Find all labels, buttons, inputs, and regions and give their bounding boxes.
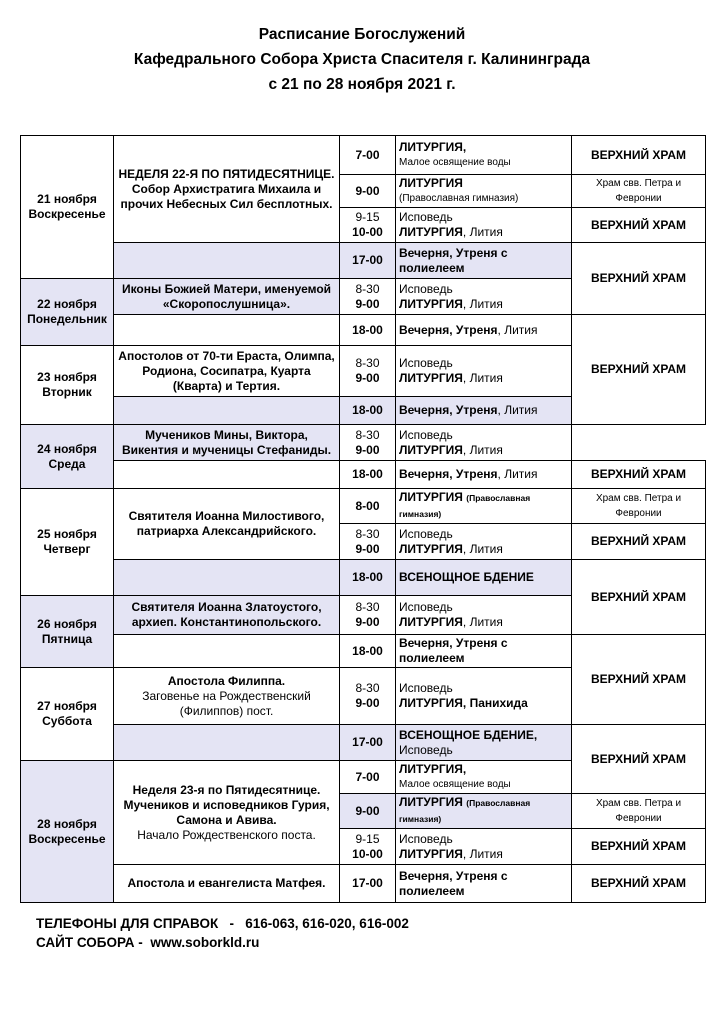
feast-cell: Апостолов от 70-ти Ераста, Олимпа, Родиона, Сосипатра, Куарта (Кварта) и Тертия. [114,346,340,397]
feast-cell [114,560,340,596]
service-cell: Вечерня, Утреня, Лития [396,397,572,425]
service-cell: ВСЕНОЩНОЕ БДЕНИЕ [396,560,572,596]
time-cell: 8-30 9-00 [340,596,396,635]
table-row [21,560,706,596]
day-cell: 26 ноября Пятница [21,596,114,668]
phone-numbers: 616-063, 616-020, 616-002 [245,916,409,931]
table-row [21,243,706,279]
place-cell: Храм свв. Петра и Февронии [572,489,706,524]
service-cell: Вечерня, Утреня, Лития [396,315,572,346]
time-cell: 9-00 [340,794,396,829]
time-cell: 8-30 9-00 [340,668,396,725]
day-cell: 21 ноября Воскресенье [21,136,114,279]
feast-cell: Мучеников Мины, Виктора, Викентия и мученицы Стефаниды. [114,425,340,461]
time-cell: 8-30 9-00 [340,279,396,315]
footer [36,914,409,952]
time-cell: 17-00 [340,865,396,903]
time-cell: 9-00 [340,175,396,208]
time-cell: 18-00 [340,560,396,596]
time-cell: 18-00 [340,635,396,668]
table-row [21,725,706,761]
feast-cell: Апостола Филиппа. Заговенье на Рождественский (Филиппов) пост. [114,668,340,725]
table-row [21,635,706,668]
time-cell: 17-00 [340,725,396,761]
place-cell: Храм свв. Петра и Февронии [572,794,706,829]
place-cell: ВЕРХНИЙ ХРАМ [572,865,706,903]
service-cell: Исповедь ЛИТУРГИЯ, Лития [396,524,572,560]
schedule-table [20,135,706,903]
day-cell: 25 ноября Четверг [21,489,114,596]
phones-line: ТЕЛЕФОНЫ ДЛЯ СПРАВОК - 616-063, 616-020, 616-002 [36,916,409,931]
time-cell: 18-00 [340,315,396,346]
day-cell: 23 ноября Вторник [21,346,114,425]
service-cell: ЛИТУРГИЯ (Православная гимназия) [396,175,572,208]
feast-cell [114,243,340,279]
place-cell: ВЕРХНИЙ ХРАМ [572,725,706,794]
service-cell: Исповедь ЛИТУРГИЯ, Лития [396,596,572,635]
service-cell: Исповедь ЛИТУРГИЯ, Панихида [396,668,572,725]
feast-cell [114,461,340,489]
place-cell: ВЕРХНИЙ ХРАМ [572,136,706,175]
feast-cell: Святителя Иоанна Златоустого, архиеп. Константинопольского. [114,596,340,635]
service-cell: Вечерня, Утреня с полиелеем [396,635,572,668]
title-line-2: Кафедрального Собора Христа Спасителя г. Калининграда [133,51,591,68]
place-cell: ВЕРХНИЙ ХРАМ [572,635,706,725]
table-row [21,425,706,461]
time-cell: 18-00 [340,461,396,489]
table-row [21,315,706,346]
time-cell: 8-30 9-00 [340,425,396,461]
time-cell: 7-00 [340,761,396,794]
title-line-1: Расписание Богослужений [258,26,466,43]
time-cell: 8-30 9-00 [340,524,396,560]
title-line-3: с 21 по 28 ноября 2021 г. [268,76,456,93]
feast-cell [114,725,340,761]
place-cell: Храм свв. Петра и Февронии [572,175,706,208]
time-cell: 9-15 10-00 [340,208,396,243]
page-title [0,22,724,97]
service-cell: Исповедь ЛИТУРГИЯ, Лития [396,279,572,315]
place-cell: ВЕРХНИЙ ХРАМ [572,829,706,865]
service-cell: Исповедь ЛИТУРГИЯ, Лития [396,346,572,397]
service-cell: Вечерня, Утреня с полиелеем [396,865,572,903]
table-row [21,136,706,175]
place-cell: ВЕРХНИЙ ХРАМ [572,461,706,489]
feast-cell: Иконы Божией Матери, именуемой «Скоропослушница». [114,279,340,315]
feast-cell [114,315,340,346]
day-cell: 28 ноября Воскресенье [21,761,114,903]
service-cell: ВСЕНОЩНОЕ БДЕНИЕ, Исповедь [396,725,572,761]
service-cell: ЛИТУРГИЯ, Малое освящение воды [396,136,572,175]
time-cell: 7-00 [340,136,396,175]
time-cell: 8-00 [340,489,396,524]
service-cell: Исповедь ЛИТУРГИЯ, Лития [396,425,572,461]
service-cell: ЛИТУРГИЯ, Малое освящение воды [396,761,572,794]
feast-cell [114,397,340,425]
time-cell: 18-00 [340,397,396,425]
place-cell: ВЕРХНИЙ ХРАМ [572,208,706,243]
service-cell: ЛИТУРГИЯ (Православная гимназия) [396,794,572,829]
table-row [21,865,706,903]
feast-cell: Святителя Иоанна Милостивого, патриарха Александрийского. [114,489,340,560]
table-row [21,461,706,489]
feast-cell [114,635,340,668]
table-row [21,489,706,524]
feast-cell: НЕДЕЛЯ 22-Я ПО ПЯТИДЕСЯТНИЦЕ. Собор Архистратига Михаила и прочих Небесных Сил бесплотных. [114,136,340,243]
service-cell: ЛИТУРГИЯ (Православная гимназия) [396,489,572,524]
place-cell: ВЕРХНИЙ ХРАМ [572,524,706,560]
site-link[interactable]: www.soborkld.ru [150,935,260,950]
service-cell: Вечерня, Утреня, Лития [396,461,572,489]
service-cell: Вечерня, Утреня с полиелеем [396,243,572,279]
day-cell: 22 ноября Понедельник [21,279,114,346]
time-cell: 9-15 10-00 [340,829,396,865]
day-cell: 27 ноября Суббота [21,668,114,761]
feast-cell: Неделя 23-я по Пятидесятнице. Мучеников и исповедников Гурия, Самона и Авива. Начало Рождественского поста. [114,761,340,865]
site-line: САЙТ СОБОРА - www.soborkld.ru [36,935,260,950]
place-cell: ВЕРХНИЙ ХРАМ [572,560,706,635]
feast-cell: Апостола и евангелиста Матфея. [114,865,340,903]
service-cell: Исповедь ЛИТУРГИЯ, Лития [396,208,572,243]
time-cell: 17-00 [340,243,396,279]
time-cell: 8-30 9-00 [340,346,396,397]
service-cell: Исповедь ЛИТУРГИЯ, Лития [396,829,572,865]
place-cell: ВЕРХНИЙ ХРАМ [572,315,706,425]
day-cell: 24 ноября Среда [21,425,114,489]
place-cell: ВЕРХНИЙ ХРАМ [572,243,706,315]
